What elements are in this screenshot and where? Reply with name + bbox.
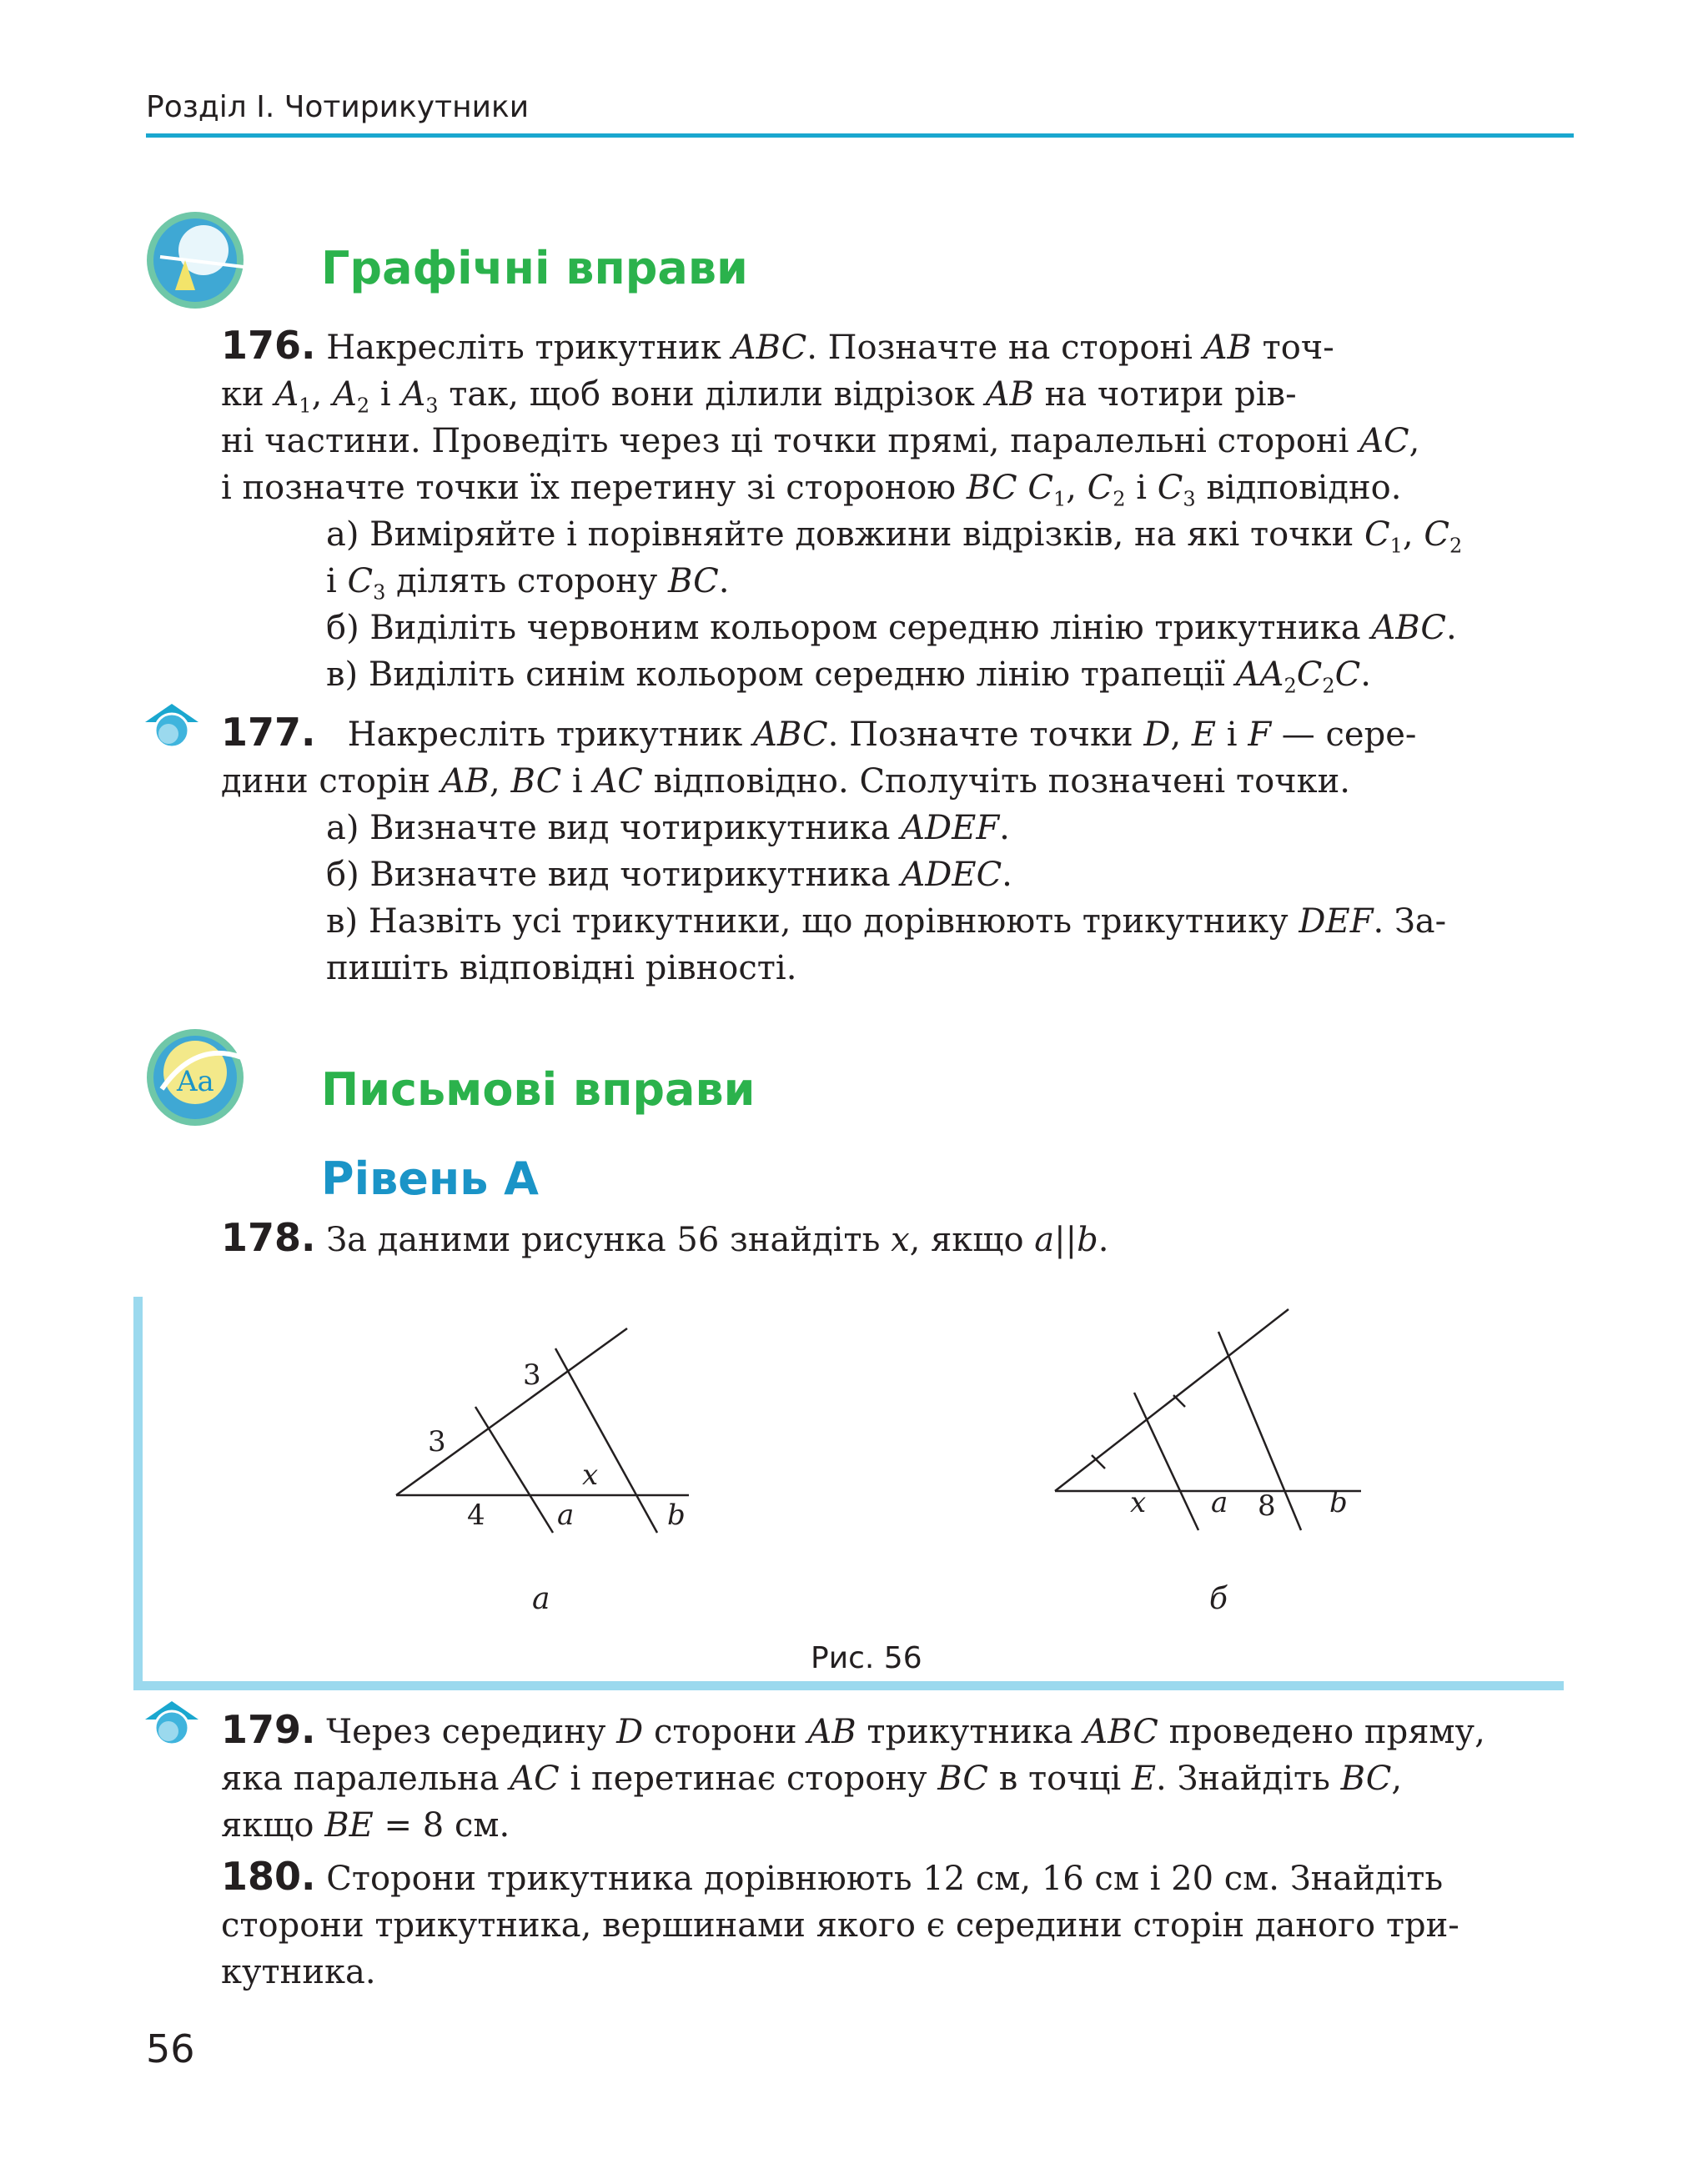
fig-b-label-a: a [1211,1486,1228,1519]
fig-b-label-b: b [1329,1486,1348,1519]
fig-a-label-bottom: 4 [467,1499,485,1532]
figure-caption: Рис. 56 [811,1641,922,1675]
level-title: Рівень А [321,1152,539,1205]
figure-56b [1034,1297,1418,1564]
fig-a-label-b: b [667,1499,686,1532]
fig-a-label-x: x [582,1459,599,1492]
exercise-176-part-b: б) Виділіть червоним кольором середню лінію трикутника ABC. [326,609,1457,647]
exercise-180-line-3: кутника. [221,1953,376,1991]
fig-b-label-eight: 8 [1258,1489,1276,1523]
figure-frame-left [133,1297,143,1689]
exercise-180-line-2: сторони трикутника, вершинами якого є середини сторін даного три- [221,1906,1459,1945]
chapter-header: Розділ І. Чотирикутники [146,90,530,124]
section-title-written: Письмові вправи [321,1063,756,1116]
exercise-176-part-a-cont: і $C_3$ ділять сторону BC. [326,562,730,605]
exercise-177-part-c-cont: пишіть відповідні рівності. [326,949,797,987]
advanced-exercise-icon-179 [143,1698,200,1748]
exercise-176-line-4: і позначте точки їх перетину зі стороною BC $C_1$, $C_2$ і $C_3$ відповідно. [221,469,1402,511]
exercise-178 [221,1214,1108,1263]
exercise-177-part-b: б) Визначте вид чотирикутника ADEC. [326,856,1012,894]
exercise-176-line-1: 176. Накресліть трикутник ABC. Позначте на стороні AB точ- [221,323,1334,368]
exercise-177-part-c: в) Назвіть усі трикутники, що дорівнюють трикутнику DEF. За- [326,902,1447,941]
page-number: 56 [146,2026,195,2071]
figure-56b-label: б [1209,1582,1228,1616]
fig-a-label-left: 3 [428,1425,446,1459]
fig-b-transversal [1055,1309,1289,1491]
exercise-176-part-c: в) Виділіть синім кольором середню лінію трапеції $AA_2C_2C$. [326,655,1371,698]
graphic-exercises-icon [143,208,250,310]
exercise-176-part-a: а) Виміряйте і порівняйте довжини відрізків, на які точки $C_1$, $C_2$ [326,515,1463,558]
fig-b-label-x: x [1130,1486,1147,1519]
exercise-177-line-1: 177. Накресліть трикутник ABC. Позначте точки D, E і F — сере- [221,710,1417,755]
advanced-exercise-icon [143,700,200,751]
exercise-180 [221,1853,1459,1996]
exercise-180-line-1: 180. Сторони трикутника дорівнюють 12 см, 16 см і 20 см. Знайдіть [221,1854,1444,1899]
exercise-176 [221,322,1462,698]
written-icon-letters: Aa [177,1065,214,1098]
fig-a-label-top: 3 [523,1358,541,1392]
exercise-179-line-1: 179. Через середину D сторони AB трикутника ABC проведено пряму, [221,1707,1485,1752]
exercise-179-line-3: якщо BE = 8 см. [221,1806,510,1845]
header-divider [146,133,1574,138]
fig-a-line-a [475,1407,553,1533]
fig-a-label-a: a [557,1499,575,1532]
exercise-177-part-a: а) Визначте вид чотирикутника ADEF. [326,809,1010,847]
exercise-178-line-1: 178. За даними рисунка 56 знайдіть x, якщо a||b. [221,1215,1109,1260]
fig-b-tick-2 [1173,1395,1185,1407]
figure-56a [359,1309,734,1559]
exercise-177 [221,709,1446,992]
exercise-179 [221,1706,1485,1849]
exercise-179-line-2: яка паралельна AC і перетинає сторону BC в точці E. Знайдіть BC, [221,1760,1403,1798]
section-title-graphic: Графічні вправи [321,242,748,294]
exercise-176-line-2: ки $A_1$, $A_2$ і $A_3$ так, щоб вони ділили відрізок AB на чотири рів- [221,375,1297,418]
figure-56a-label: а [532,1582,550,1616]
written-exercises-icon [143,1024,250,1131]
exercise-176-line-3: ні частини. Проведіть через ці точки прямі, паралельні стороні AC, [221,422,1420,460]
exercise-177-line-2: дини сторін AB, BC і AC відповідно. Сполучіть позначені точки. [221,762,1350,801]
figure-frame-bottom [133,1681,1564,1690]
